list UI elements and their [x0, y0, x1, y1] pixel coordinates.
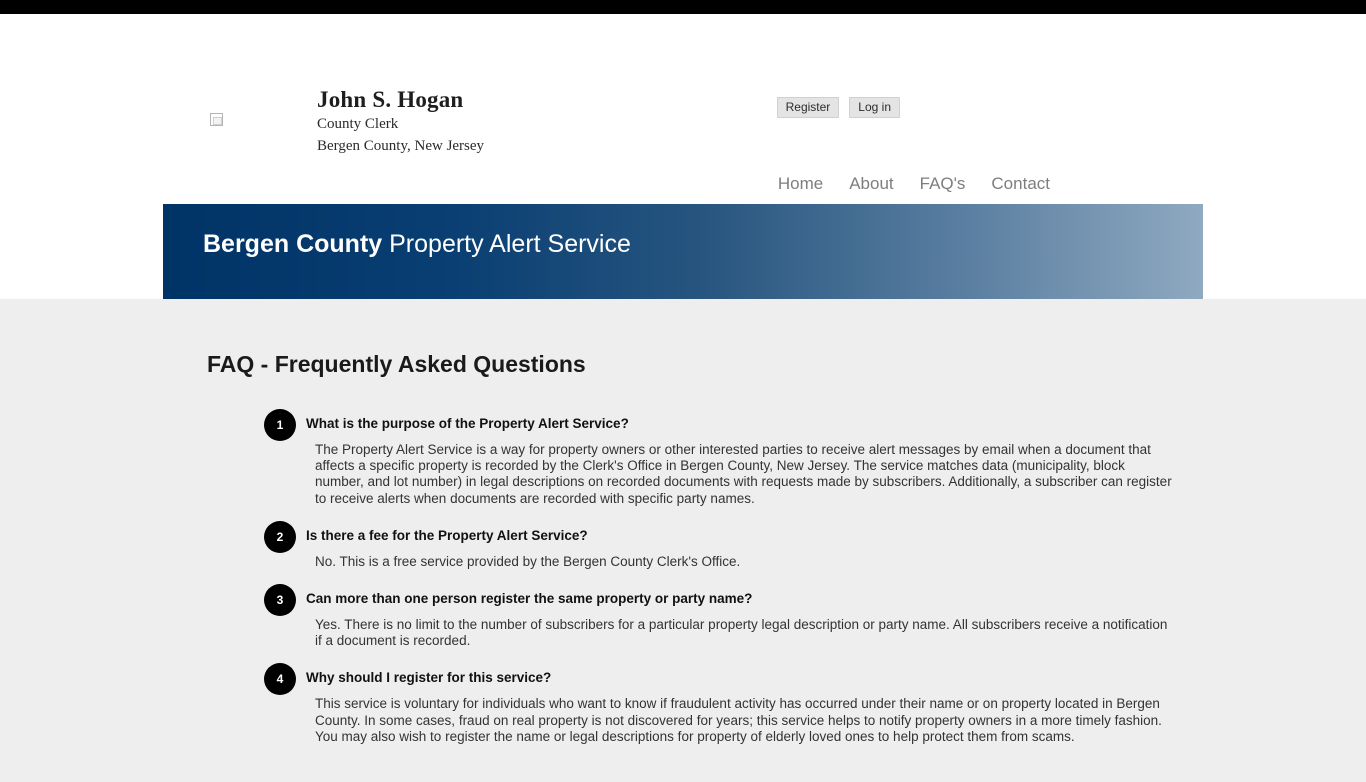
clerk-identity-block	[317, 86, 484, 157]
nav-item-faqs[interactable]: FAQ's	[919, 174, 966, 193]
faq-item	[264, 584, 1174, 649]
clerk-name: John S. Hogan	[317, 87, 464, 112]
faq-number-badge: 4	[264, 663, 296, 695]
auth-button-group	[777, 97, 900, 118]
faq-question: Why should I register for this service?	[306, 670, 552, 686]
banner-title-light: Property Alert Service	[382, 230, 631, 258]
faq-item	[264, 409, 1174, 507]
nav-item-about[interactable]: About	[849, 174, 894, 193]
nav-item-contact[interactable]: Contact	[991, 174, 1050, 193]
faq-answer: Yes. There is no limit to the number of subscribers for a particular property legal description or party name. All subscribers receive a notification if a document is recorded.	[315, 617, 1168, 649]
faq-number-badge: 3	[264, 584, 296, 616]
faq-answer: No. This is a free service provided by the Bergen County Clerk's Office.	[315, 553, 741, 569]
broken-logo-image-icon	[210, 113, 223, 126]
faq-list	[264, 409, 1174, 759]
register-button[interactable]: Register	[777, 97, 840, 118]
main-content	[0, 299, 1366, 782]
banner-title	[203, 229, 631, 259]
banner-title-strong: Bergen County	[203, 230, 383, 258]
faq-number-badge: 2	[264, 521, 296, 553]
faq-answer: The Property Alert Service is a way for property owners or other interested parties to receive alert messages by email when a document that affects a specific property is recorded by the Clerk's Office in Bergen County, New Jersey. The service matches data (municipality, block number, and lot number) in legal descriptions on recorded documents with requests made by subscribers. Additionally, a subscriber can register to receive alerts when documents are recorded with specific party names.	[315, 442, 1172, 506]
faq-question: Is there a fee for the Property Alert Service?	[306, 527, 588, 543]
clerk-title: County Clerk	[317, 116, 399, 132]
page-title: FAQ - Frequently Asked Questions	[207, 351, 586, 377]
login-button[interactable]: Log in	[849, 97, 900, 118]
faq-item	[264, 521, 1174, 570]
main-navigation	[0, 172, 1050, 196]
faq-question: What is the purpose of the Property Alert Service?	[306, 416, 629, 431]
faq-question: Can more than one person register the same property or party name?	[306, 591, 753, 607]
faq-answer: This service is voluntary for individuals who want to know if fraudulent activity has occurred under their name or on property located in Bergen County. In some cases, fraud on real property is not discovered for years; this service helps to notify property owners in a more timely fashion. You may also wish to register the name or legal descriptions for property of elderly loved ones to help protect them from scams.	[315, 696, 1162, 744]
clerk-county: Bergen County, New Jersey	[317, 138, 485, 154]
site-header	[0, 14, 1366, 193]
faq-item	[264, 663, 1174, 745]
service-banner	[163, 204, 1203, 299]
faq-number-badge: 1	[264, 409, 296, 441]
nav-item-home[interactable]: Home	[777, 174, 824, 193]
browser-top-bar	[0, 0, 1366, 14]
page-root	[0, 14, 1366, 744]
